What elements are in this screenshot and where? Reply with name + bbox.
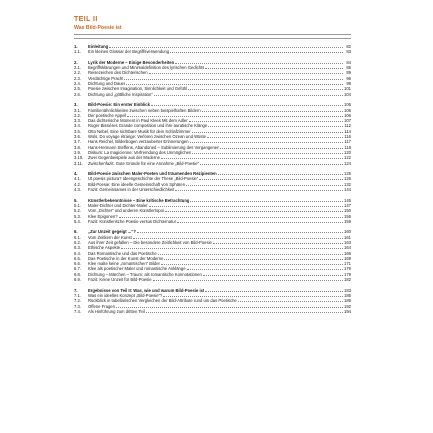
toc-entry-title: Ein kleines Glossar der Begriffsverwendung	[88, 49, 170, 55]
toc-leader-dots	[121, 245, 343, 249]
toc-entry-number: 6.7.	[74, 266, 81, 272]
toc-leader-dots	[163, 293, 343, 297]
part-subtitle: Was Bild-Poesie ist	[74, 25, 122, 31]
toc-leader-dots	[190, 198, 343, 202]
toc-page-number: 156	[344, 213, 351, 219]
toc-entry-title: Ergebnisse von Teil II: Was, wie und warum Bild-Poesie ist	[88, 287, 205, 293]
toc-page-number: 120	[344, 149, 351, 155]
toc-entry-number: 3.10.	[74, 155, 84, 161]
toc-entry-number: 7.4.	[74, 308, 81, 314]
toc-leader-dots	[170, 49, 343, 53]
toc-page-number: 171	[344, 261, 351, 267]
toc-entry-title: Fazit: Künstlerische Poesie versus Dichternatur	[88, 218, 176, 224]
toc-leader-dots	[192, 129, 343, 133]
toc-entry-title: Maler-Dichter und Dichter-Maler	[88, 202, 148, 208]
toc-entry-title: Zwei Gegenbeispiele aus der Moderne	[88, 155, 160, 161]
toc-entry-title: Vom „Dichter“ und anderen Künstlertopoi	[88, 208, 164, 214]
toc-entry-title: Klee malte keine „romantischen“ Bilder	[88, 261, 160, 267]
toc-entry-number: 6.8.	[74, 271, 81, 277]
toc-page-number: 186	[344, 298, 351, 304]
toc-leader-dots	[109, 44, 343, 48]
toc-leader-dots	[207, 134, 343, 138]
toc-page-number: 112	[344, 123, 351, 129]
toc-entry-number: 7.	[74, 287, 78, 293]
toc-page-number: 107	[344, 118, 351, 124]
toc-leader-dots	[116, 304, 343, 308]
toc-page-number: 117	[344, 139, 351, 145]
toc-leader-dots	[189, 118, 343, 122]
toc-entry-title: „Zur Unzeit gegeigt ...“?	[88, 229, 136, 235]
toc-page-number: 101	[344, 86, 351, 92]
toc-leader-dots	[175, 60, 343, 64]
toc-entry-title: Der poetische Appell	[88, 112, 127, 118]
toc-entry-number: 6.6.	[74, 261, 81, 267]
toc-entry-row[interactable]	[74, 92, 351, 97]
toc-page-number: 126	[344, 176, 351, 182]
toc-page-number: 114	[344, 128, 351, 134]
toc-page-number: 163	[344, 239, 351, 245]
toc-entry-title: Das Poetische in der Kunst der Moderne	[88, 255, 164, 261]
toc-entry-row[interactable]	[74, 49, 351, 54]
toc-entry-number: 2.1.	[74, 65, 81, 71]
toc-page-number: 83	[346, 49, 351, 55]
toc-entry-title: Als Hinführung zum dritten Teil	[88, 308, 145, 314]
toc-entry-row[interactable]	[74, 277, 351, 282]
toc-page-number: 96	[346, 75, 351, 81]
toc-entry-title: Dichtung und Dauer	[88, 81, 126, 87]
toc-leader-dots	[149, 70, 343, 74]
toc-entry-title: Das Romantische und das Poetische	[88, 250, 157, 256]
toc-leader-dots	[200, 161, 343, 165]
toc-leader-dots	[199, 176, 343, 180]
toc-entry-number: 3.5.	[74, 128, 81, 134]
toc-leader-dots	[186, 182, 343, 186]
toc-page-number: 89	[346, 70, 351, 76]
toc-section	[74, 229, 351, 282]
toc-page-number: 166	[344, 250, 351, 256]
toc-page-number: 192	[344, 303, 351, 309]
toc-section	[74, 44, 351, 55]
toc-page-number: 144	[344, 187, 351, 193]
toc-entry-number: 6.1.	[74, 234, 81, 240]
toc-entry-number: 5.	[74, 197, 78, 203]
toc-page-number: 150	[344, 208, 351, 214]
toc-entry-title: Ut poesis pictura? Ideengeschichte der These „Bild-Poesie“	[88, 176, 199, 182]
toc-page-number: 179	[344, 271, 351, 277]
toc-entry-number: 2.3.	[74, 75, 81, 81]
toc-leader-dots	[190, 139, 343, 143]
header-rule-bottom	[74, 38, 351, 39]
toc-leader-dots	[165, 208, 343, 212]
toc-entry-number: 2.6.	[74, 91, 81, 97]
toc-leader-dots	[149, 203, 343, 207]
toc-page-number: 106	[344, 107, 351, 113]
toc-entry-number: 3.11.	[74, 160, 84, 166]
toc-leader-dots	[203, 272, 343, 276]
toc-page-number: 82	[346, 44, 351, 49]
toc-entry-title: Otto Nebel, Eine sichtbare Musik für dein Schlafzimmer	[88, 128, 191, 134]
toc-entry-number: 1.1.	[74, 49, 81, 55]
toc-page-number: 161	[344, 234, 351, 240]
toc-entry-title: Aus ihrer Zeit gefallen – Die besondere Zeitlichkeit von Bild-Poesie	[88, 239, 212, 245]
toc-entry-number: 5.3.	[74, 213, 81, 219]
toc-leader-dots	[238, 298, 343, 302]
toc-entry-row[interactable]	[74, 187, 351, 192]
toc-entry-title: Künstlerbekenntnisse – Eine kritische Betrachtung	[88, 197, 190, 203]
toc-leader-dots	[151, 102, 343, 106]
toc-page-number: 122	[344, 155, 351, 161]
toc-entry-title: Ethische Aspekte	[88, 245, 121, 251]
toc-entry-number: 4.2.	[74, 181, 81, 187]
toc-page-number: 176	[344, 266, 351, 272]
toc-section	[74, 288, 351, 314]
toc-entry-title: Poesie zwischen Imagination, Sinnlichkeit und Gefühl	[88, 86, 188, 92]
toc-entry-number: 2.2.	[74, 70, 81, 76]
toc-leader-dots	[153, 277, 343, 281]
toc-leader-dots	[188, 86, 343, 90]
toc-entry-title: Roger Bissières Grande composition und ihre auratische Klänge	[88, 123, 208, 129]
toc-page-number: 106	[344, 112, 351, 118]
toc-entry-row[interactable]	[74, 309, 351, 314]
toc-entry-number: 6.9.	[74, 277, 81, 283]
toc-leader-dots	[158, 251, 343, 255]
toc-entry-number: 1.	[74, 44, 78, 49]
toc-entry-title: Verdächtige Pracht	[88, 75, 124, 81]
toc-page-number: 124	[344, 160, 351, 166]
toc-entry-number: 6.4.	[74, 250, 81, 256]
toc-page-number: 106	[344, 102, 351, 108]
toc-entry-number: 3.1.	[74, 107, 81, 113]
toc-entry-number: 3.7.	[74, 139, 81, 145]
toc-entry-number: 5.4.	[74, 218, 81, 224]
toc-entry-row[interactable]	[74, 161, 351, 166]
toc-section	[74, 102, 351, 166]
toc-leader-dots	[146, 309, 343, 313]
toc-section	[74, 198, 351, 224]
toc-page-number: 118	[344, 144, 351, 150]
toc-page-number: 125	[344, 171, 351, 177]
toc-entry-number: 3.4.	[74, 123, 81, 129]
toc-entry-number: 6.3.	[74, 245, 81, 251]
toc-leader-dots	[177, 219, 343, 223]
toc-entry-number: 7.1.	[74, 292, 81, 298]
toc-entry-title: Das dichterische Moment in Paul Klees Mit dem Adler	[88, 118, 188, 124]
toc-leader-dots	[154, 92, 343, 96]
toc-entry-number: 5.2.	[74, 208, 81, 214]
toc-page-number: 147	[344, 202, 351, 208]
toc-entry-number: 3.	[74, 102, 78, 108]
toc-page-number: 132	[344, 181, 351, 187]
toc-leader-dots	[124, 76, 343, 80]
toc-entry-title: Was ein ideelles Konzept „Bild-Poesie“?	[88, 292, 163, 298]
toc-leader-dots	[161, 261, 343, 265]
part-title: TEIL II	[74, 16, 98, 23]
toc-entry-title: Dichtung – Märchen – Traum: als romantische Konnotationen	[88, 271, 202, 277]
toc-page-number: 104	[344, 91, 351, 97]
toc-entry-title: Hans-Hermann Steffens, Abandoned – Sublimierung des Vergangenen	[88, 144, 220, 150]
toc-entry-number: 6.	[74, 229, 78, 235]
toc-section	[74, 60, 351, 97]
toc-entry-title: Dichtung und „göttliche Inspiration“	[88, 91, 153, 97]
toc-page-number: 145	[344, 197, 351, 203]
toc-entry-title: Reisezeichen des Dichterischen	[88, 70, 148, 76]
toc-entry-number: 4.3.	[74, 187, 81, 193]
toc-leader-dots	[126, 81, 343, 85]
toc-page-number: 84	[346, 59, 351, 65]
toc-page-number: 85	[346, 65, 351, 71]
toc-entry-title: Bild-Poesie zwischen Maler-Poeten und träumenden Rezipienten	[88, 171, 217, 177]
toc-entry-title: Familienähnlichkeiten zwischen neben beispielhaften Bildern	[88, 107, 201, 113]
toc-entry-number: 3.2.	[74, 112, 81, 118]
toc-entry-number: 3.3.	[74, 118, 81, 124]
toc-entry-number: 2.5.	[74, 86, 81, 92]
toc-entry-title: Fazit: Gemeinsames in der Unterschiedlichkeit	[88, 187, 175, 193]
toc-leader-dots	[164, 256, 343, 260]
toc-entry-title: Wols, Do voyage étrange: Verloren zwischen Ozean und Wüste	[88, 134, 206, 140]
toc-entry-number: 3.8.	[74, 144, 81, 150]
toc-entry-number: 5.1.	[74, 202, 81, 208]
toc-entry-title: Offene Fragen	[88, 303, 115, 309]
toc-leader-dots	[218, 171, 343, 175]
toc-entry-title: Begriffsklärungen und Minimaldefinition des lyrischen Gedichts	[88, 65, 205, 71]
toc-entry-title: Lyrik der Moderne – Einige Besonderheiten	[88, 59, 175, 65]
toc-section	[74, 171, 351, 192]
toc-entry-title: Zwischenfazit: Gute Gründe für eine Annahme „Bild-Poesie“	[88, 160, 200, 166]
toc-leader-dots	[133, 235, 343, 239]
toc-entry-title: Rückblick in tabellarischen Vergleichen der Bild-Attribute rund um das Poetische	[88, 298, 237, 304]
toc-entry-title: Bild-Poesie: Ein erster Einblick	[88, 102, 150, 108]
toc-entry-number: 2.4.	[74, 81, 81, 87]
toc-entry-number: 3.6.	[74, 134, 81, 140]
toc-leader-dots	[205, 65, 343, 69]
toc-leader-dots	[192, 150, 343, 154]
toc-entry-title: Hans Reichel, Bilderbogen verzauberter Erinnerungen	[88, 139, 189, 145]
toc-page-number: 98	[346, 81, 351, 87]
toc-page-number: 182	[344, 277, 351, 283]
toc-leader-dots	[187, 266, 343, 270]
toc-entry-title: Einleitung	[88, 44, 109, 49]
toc-entry-title: Vom Zeitkern der Kunst	[88, 234, 132, 240]
header-rule-top	[74, 34, 351, 35]
toc-entry-title: Klee als poetischer Maler und romantische Anklänge	[88, 266, 186, 272]
toc-page-number: 160	[344, 229, 351, 235]
table-of-contents	[74, 44, 351, 319]
toc-leader-dots	[161, 155, 343, 159]
toc-entry-number: 4.	[74, 171, 78, 177]
toc-entry-title: Bild-Poesie: Eine ideelle Gemeinschaft von Sphären	[88, 181, 186, 187]
toc-leader-dots	[205, 288, 343, 292]
toc-leader-dots	[208, 123, 343, 127]
toc-entry-title: Fazit: Keine Unzeit für Bild-Poesie	[88, 277, 152, 283]
toc-entry-number: 6.5.	[74, 255, 81, 261]
toc-leader-dots	[202, 108, 343, 112]
toc-page-number: 159	[344, 218, 351, 224]
toc-entry-number: 7.3.	[74, 303, 81, 309]
toc-leader-dots	[127, 113, 343, 117]
toc-leader-dots	[220, 145, 343, 149]
toc-entry-number: 7.2.	[74, 298, 81, 304]
toc-entry-title: Diskurs: La magicienne: Verfremdung des Unmöglichen	[88, 149, 192, 155]
toc-entry-number: 4.1.	[74, 176, 81, 182]
toc-page-number: 164	[344, 245, 351, 251]
toc-leader-dots	[175, 187, 343, 191]
toc-entry-title: Klee Epigonen?	[88, 213, 118, 219]
toc-entry-number: 3.9.	[74, 149, 81, 155]
toc-leader-dots	[119, 214, 343, 218]
toc-entry-row[interactable]	[74, 219, 351, 224]
toc-leader-dots	[213, 240, 343, 244]
toc-leader-dots	[137, 229, 343, 233]
toc-page-number: 169	[344, 255, 351, 261]
toc-entry-number: 6.2.	[74, 239, 81, 245]
toc-entry-number: 2.	[74, 59, 78, 65]
toc-page-number: 185	[344, 292, 351, 298]
toc-page-number: 183	[344, 287, 351, 293]
toc-page-number: 116	[344, 134, 351, 140]
toc-page-number: 194	[344, 308, 351, 314]
